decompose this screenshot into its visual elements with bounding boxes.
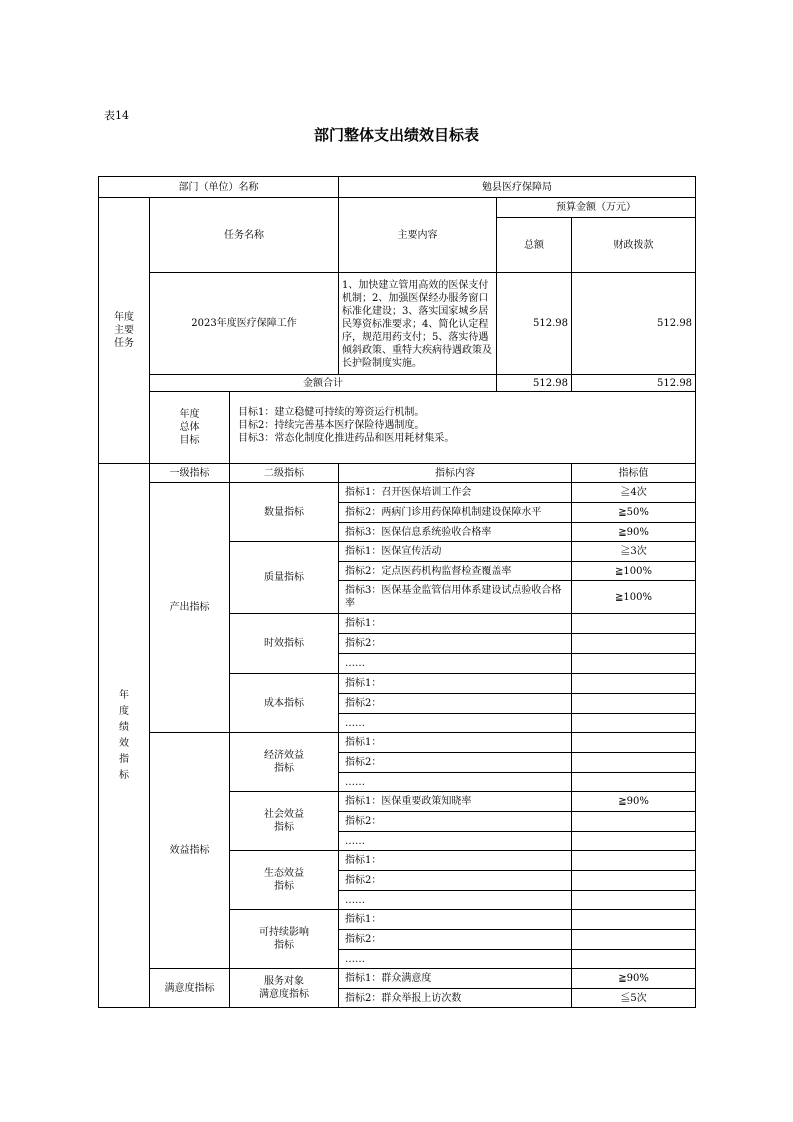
document-title: 部门整体支出绩效目标表	[313, 126, 479, 144]
sum-label: 金额合计	[150, 375, 497, 392]
indicator-value-cell: ≧100%	[572, 581, 696, 614]
indicator-value-cell	[572, 674, 696, 694]
level1-indicator: 效益指标	[150, 733, 230, 969]
indicator-content-cell: 指标1：医保重要政策知晓率	[339, 792, 572, 812]
indicator-value-cell: ≦5次	[572, 989, 696, 1008]
budget-amount-header: 预算金额（万元）	[497, 198, 696, 218]
total-header: 总额	[497, 218, 572, 273]
performance-section-label: 年 度 绩 效 指 标	[99, 464, 150, 1008]
task-total-cell: 512.98	[497, 273, 572, 375]
performance-target-table	[98, 176, 696, 1008]
indicator-value-cell: ≧4次	[572, 483, 696, 503]
indicator-content-cell: ……	[339, 891, 572, 910]
indicator-value-cell	[572, 950, 696, 969]
indicator-value-cell: ≧50%	[572, 503, 696, 523]
level2-header: 二级指标	[230, 464, 339, 483]
indicator-value-cell	[572, 753, 696, 773]
indicator-value-cell	[572, 733, 696, 753]
indicator-value-cell	[572, 634, 696, 654]
level2-indicator: 社会效益 指标	[230, 792, 339, 851]
indicator-content-cell: ……	[339, 832, 572, 851]
level1-header: 一级指标	[150, 464, 230, 483]
table-number-label: 表14	[104, 109, 129, 122]
indicator-content-cell: 指标1：	[339, 851, 572, 871]
level2-indicator: 数量指标	[230, 483, 339, 542]
indicator-content-cell: 指标1：群众满意度	[339, 969, 572, 989]
indicator-content-cell: 指标2：定点医药机构监督检查覆盖率	[339, 562, 572, 581]
indicator-content-cell: 指标2：两病门诊用药保障机制建设保障水平	[339, 503, 572, 523]
task-content-cell: 1、加快建立管用高效的医保支付机制；2、加强医保经办服务窗口标准化建设；3、落实国家城乡居民筹资标准要求；4、简化认定程序，规范用药支付；5、落实待遇倾斜政策、重特大疾病待遇政策及长护险制度实施。	[339, 273, 497, 375]
sum-fiscal-cell: 512.98	[572, 375, 696, 392]
indicator-value-cell	[572, 930, 696, 950]
level2-indicator: 服务对象 满意度指标	[230, 969, 339, 1008]
indicator-value-cell	[572, 871, 696, 891]
indicator-value-cell	[572, 773, 696, 792]
annual-goals-section-label: 年度 总体 目标	[150, 392, 230, 464]
indicator-content-cell: 指标2：	[339, 812, 572, 832]
indicator-content-cell: 指标2：	[339, 753, 572, 773]
main-content-header: 主要内容	[339, 198, 497, 273]
indicator-content-cell: 指标2：	[339, 930, 572, 950]
indicator-value-cell	[572, 910, 696, 930]
indicator-content-header: 指标内容	[339, 464, 572, 483]
indicator-content-cell: 指标1：召开医保培训工作会	[339, 483, 572, 503]
level1-indicator: 满意度指标	[150, 969, 230, 1008]
goal-item: 目标3：常态化制度化推进药品和医用耗材集采。	[238, 433, 455, 444]
indicator-content-cell: 指标1：	[339, 614, 572, 634]
indicator-value-header: 指标值	[572, 464, 696, 483]
indicator-content-cell: 指标3：医保信息系统验收合格率	[339, 523, 572, 542]
indicator-content-cell: 指标2：	[339, 634, 572, 654]
indicator-value-cell	[572, 891, 696, 910]
indicator-content-cell: 指标2：	[339, 871, 572, 891]
indicator-content-cell: ……	[339, 950, 572, 969]
level2-indicator: 成本指标	[230, 674, 339, 733]
indicator-value-cell: ≧3次	[572, 542, 696, 562]
indicator-value-cell: ≧100%	[572, 562, 696, 581]
fiscal-header: 财政拨款	[572, 218, 696, 273]
indicator-content-cell: 指标1：	[339, 733, 572, 753]
indicator-content-cell: ……	[339, 654, 572, 674]
indicator-value-cell: ≧90%	[572, 792, 696, 812]
indicator-content-cell: 指标2：	[339, 694, 572, 714]
indicator-value-cell: ≧90%	[572, 523, 696, 542]
indicator-value-cell	[572, 614, 696, 634]
indicator-value-cell	[572, 832, 696, 851]
sum-total-cell: 512.98	[497, 375, 572, 392]
level1-indicator: 产出指标	[150, 483, 230, 733]
indicator-content-cell: 指标1：	[339, 674, 572, 694]
annual-tasks-section-label: 年度 主要 任务	[99, 198, 150, 464]
indicator-content-cell: ……	[339, 714, 572, 733]
goal-item: 目标1：建立稳健可持续的筹资运行机制。	[238, 407, 425, 418]
task-fiscal-cell: 512.98	[572, 273, 696, 375]
level2-indicator: 经济效益 指标	[230, 733, 339, 792]
indicator-value-cell	[572, 851, 696, 871]
indicator-value-cell	[572, 694, 696, 714]
task-name-header: 任务名称	[150, 198, 339, 273]
indicator-value-cell	[572, 714, 696, 733]
indicator-content-cell: 指标1：医保宣传活动	[339, 542, 572, 562]
indicator-value-cell	[572, 654, 696, 674]
level2-indicator: 质量指标	[230, 542, 339, 614]
level2-indicator: 时效指标	[230, 614, 339, 674]
indicator-value-cell	[572, 812, 696, 832]
indicator-content-cell: 指标3：医保基金监管信用体系建设试点验收合格率	[339, 581, 572, 614]
indicator-content-cell: 指标1：	[339, 910, 572, 930]
indicator-content-cell: 指标2：群众举报上访次数	[339, 989, 572, 1008]
level2-indicator: 生态效益 指标	[230, 851, 339, 910]
indicator-content-cell: ……	[339, 773, 572, 792]
dept-name-label: 部门（单位）名称	[99, 177, 339, 198]
annual-goals-cell	[230, 392, 696, 464]
goal-item: 目标2：持续完善基本医疗保险待遇制度。	[238, 420, 425, 431]
indicator-value-cell: ≧90%	[572, 969, 696, 989]
dept-name-value: 勉县医疗保障局	[339, 177, 696, 198]
level2-indicator: 可持续影响 指标	[230, 910, 339, 969]
task-name-cell: 2023年度医疗保障工作	[150, 273, 339, 375]
